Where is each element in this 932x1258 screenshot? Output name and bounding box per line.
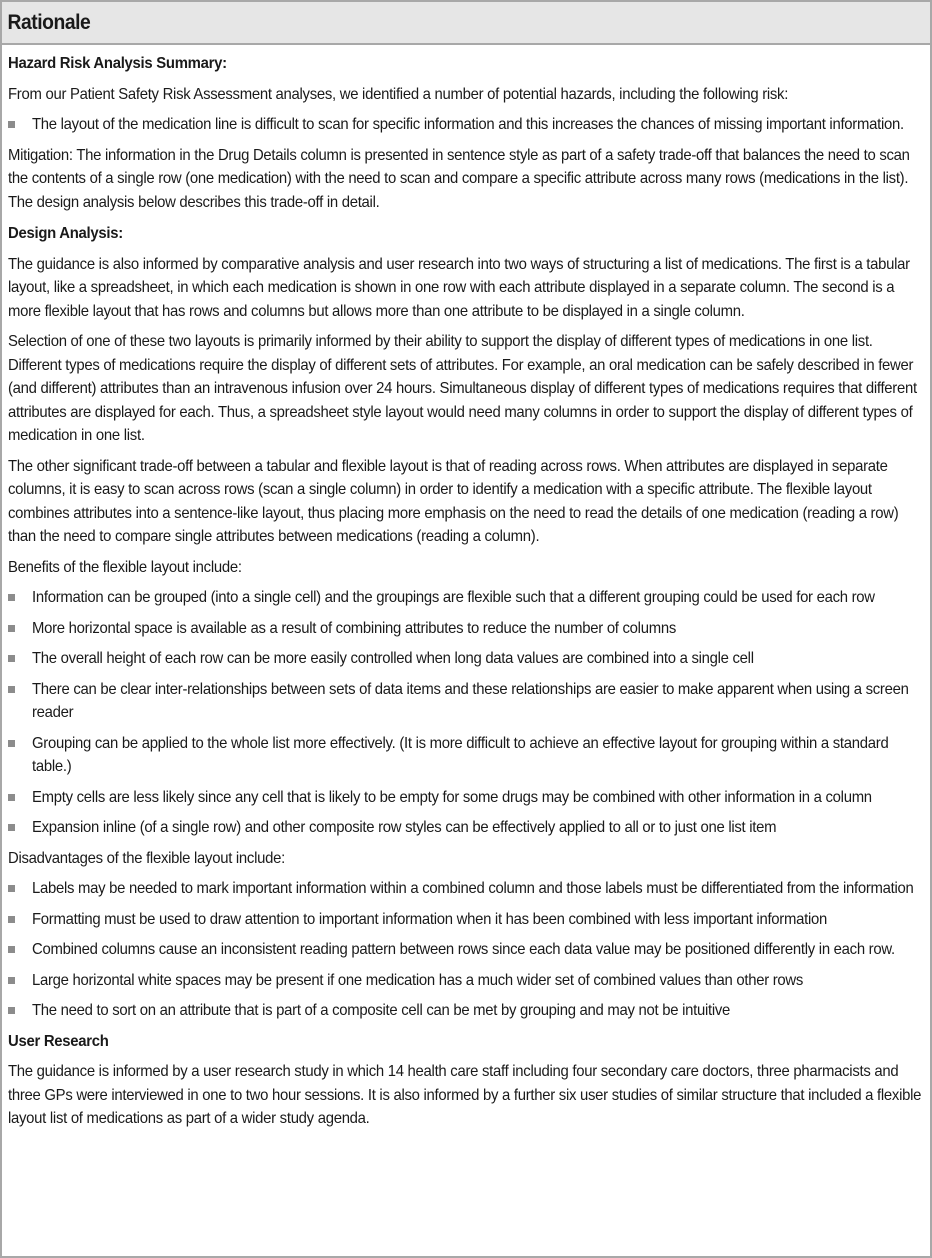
hazard-intro: From our Patient Safety Risk Assessment analyses, we identified a number of potential hazards, including the following risk: [8, 85, 789, 103]
list-item: The overall height of each row can be more easily controlled when long data values are combined into a single cell [8, 647, 930, 671]
disadvantages-intro: Disadvantages of the flexible layout include: [8, 849, 285, 867]
bullet-icon [8, 655, 15, 662]
list-item: Combined columns cause an inconsistent reading pattern between rows since each data value may be positioned differently in each row. [8, 938, 930, 962]
bullet-icon [8, 977, 15, 984]
research-heading: User Research [8, 1032, 109, 1050]
panel-content [2, 45, 930, 1131]
bullet-icon [8, 625, 15, 632]
disadvantages-list [8, 877, 930, 1023]
bullet-icon [8, 121, 15, 128]
benefits-list [8, 586, 930, 840]
list-item: Expansion inline (of a single row) and other composite row styles can be effectively applied to all or to just one list item [8, 816, 930, 840]
bullet-icon [8, 594, 15, 601]
bullet-icon [8, 740, 15, 747]
bullet-icon [8, 916, 15, 923]
bullet-icon [8, 824, 15, 831]
risk-list [8, 113, 930, 137]
list-item: The layout of the medication line is difficult to scan for specific information and this increases the chances of missing important information. [8, 113, 930, 137]
bullet-icon [8, 686, 15, 693]
list-item: Information can be grouped (into a single cell) and the groupings are flexible such that a different grouping could be used for each row [8, 586, 930, 610]
list-item: Labels may be needed to mark important information within a combined column and those labels must be differentiated from the information [8, 877, 930, 901]
research-text: The guidance is informed by a user research study in which 14 health care staff including four secondary care doctors, three pharmacists and three GPs were interviewed in one to two hour sessions. It is also informed by a further six user studies of similar structure that included a flexible layout list of medications as part of a wider study agenda. [8, 1063, 922, 1127]
benefits-intro: Benefits of the flexible layout include: [8, 558, 242, 576]
bullet-icon [8, 946, 15, 953]
design-paragraph: The guidance is also informed by comparative analysis and user research into two ways of structuring a list of medications. The first is a tabular layout, like a spreadsheet, in which each medication is shown in one row with each attribute displayed in a separate column. The second is a more flexible layout that has rows and columns but allows more than one attribute to be displayed in a single column. [8, 255, 910, 320]
bullet-icon [8, 1007, 15, 1014]
design-heading: Design Analysis: [8, 225, 123, 242]
list-item: There can be clear inter-relationships between sets of data items and these relationships are easier to make apparent when using a screen reader [8, 678, 930, 725]
list-item: Grouping can be applied to the whole list more effectively. (It is more difficult to achieve an effective layout for grouping within a standard table.) [8, 732, 930, 779]
panel-title: Rationale [7, 11, 91, 34]
list-item: Formatting must be used to draw attention to important information when it has been combined with less important information [8, 908, 930, 932]
panel-header [2, 2, 930, 45]
design-paragraph: Selection of one of these two layouts is primarily informed by their ability to support the display of different types of medications in one list. Different types of medications require the display of different sets of attributes. For example, an oral medication can be safely described in fewer (and different) attributes than an intravenous infusion over 24 hours. Simultaneous display of different types of medications requires that different attributes are displayed for each. Thus, a spreadsheet style layout would need many columns in order to support the display of different types of medication in one list. [8, 333, 917, 444]
list-item: The need to sort on an attribute that is part of a composite cell can be met by grouping and may not be intuitive [8, 999, 930, 1023]
list-item: Empty cells are less likely since any cell that is likely to be empty for some drugs may be combined with other information in a column [8, 786, 930, 810]
bullet-icon [8, 794, 15, 801]
list-item: More horizontal space is available as a result of combining attributes to reduce the number of columns [8, 617, 930, 641]
list-item: Large horizontal white spaces may be present if one medication has a much wider set of combined values than other rows [8, 969, 930, 993]
hazard-heading: Hazard Risk Analysis Summary: [8, 55, 227, 72]
design-paragraph: The other significant trade-off between a tabular and flexible layout is that of reading across rows. When attributes are displayed in separate columns, it is easy to scan across rows (scan a single column) in order to identify a medication with a specific attribute. The flexible layout combines attributes into a sentence-like layout, thus placing more emphasis on the need to read the details of one medication (reading a row) than the need to compare single attributes between medications (reading a column). [8, 457, 899, 545]
bullet-icon [8, 885, 15, 892]
mitigation-text: Mitigation: The information in the Drug Details column is presented in sentence style as part of a safety trade-off that balances the need to scan the contents of a single row (one medication) with the need to scan and compare a specific attribute across many rows (medications in the list). The design analysis below describes this trade-off in detail. [8, 146, 910, 211]
